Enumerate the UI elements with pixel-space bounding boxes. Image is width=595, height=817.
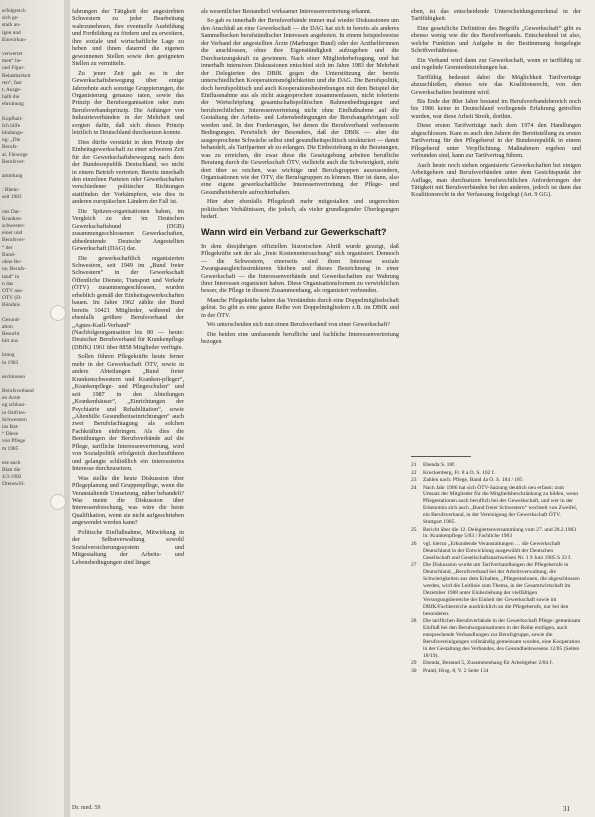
margin-fragment: verwertet bbox=[2, 51, 23, 58]
margin-fragment: Einwirkun- bbox=[2, 36, 27, 43]
margin-fragment: Blatt die bbox=[2, 466, 21, 473]
margin-fragment: hirt aus bbox=[2, 338, 19, 345]
margin-fragment bbox=[2, 166, 39, 173]
margin-fragment: halb die bbox=[2, 94, 20, 101]
margin-fragment: Bund- bbox=[2, 251, 16, 258]
col1-paragraph: Sollen führen Pflegekräfte heute ferner mehr in der Gewerkschaft ÖTV, sowie in andere Abteilungen „Bund freier Krankenschwestern und Kranken-pfleger“, „Krankenpflege- und Pflegeschulen“ und seit 1987 in den Abteilungen „Krankenhäuser“, „Einrichtungen der Psychiatrie und Rehabilitation“, sowie „Altenhilfe Gesundheitseinrichtungen“ auch zwei Berufsfachtagung als solchen Fachkräften einbringen. Als dies die Bemühungen der Berufsverbände auf die Pflege, tarifliche Interessenvertretung, wird von Sozialpolitik erfolgreich durchzuführen und gelangte schließlich ein interessiertes Interesse durchzusetzen. bbox=[72, 353, 184, 473]
footnote-text: Bericht über die 12. Delegiertenversammlung vom 27. und 28.2.1983 in: Krankenpflege 5/83 / Fachliche 1983 bbox=[423, 526, 577, 540]
margin-fragment: Ich hilfe bbox=[2, 122, 21, 129]
margin-fragment: ng: „Die bbox=[2, 137, 21, 144]
margin-fragment: Kranken- bbox=[2, 215, 23, 222]
col3-paragraph: Tariffähig bedeutet dabei die Möglichkeit Tarifverträge abzuschließen, ebenso wie das Koalitionsrecht, von den Gewerkschaften bestimmt wird. bbox=[411, 73, 581, 96]
margin-fragment: Drenswill- bbox=[2, 481, 26, 488]
margin-fragment: ese auch bbox=[2, 459, 21, 466]
col1-paragraph: Politische Einflußnahme, Mitwirkung in der Selbstverwaltung sowohl Sozialversicherungssystem und Mitgestaltung der Arbeits- und Lebensbedingungen sind längst bbox=[72, 528, 184, 566]
footnote bbox=[411, 541, 581, 562]
margin-fragment: Berufsver- bbox=[2, 158, 25, 165]
col1-paragraph: Was stellte die heute Diskussion über Pflegeplanung und Gruppenpflege, wenn die Veranstaltende Umsetzung, näher behandelt? Was meint die Diskussion über Interessenforschung, was wäre die beste Qualifikation, wenn sie nicht aufgeschrieben angewendet werden kann? bbox=[72, 474, 184, 527]
section-heading: Wann wird ein Verband zur Gewerkschaft? bbox=[201, 226, 387, 237]
margin-fragment: ammlung bbox=[2, 173, 23, 180]
margin-fragment: bindungs- bbox=[2, 130, 24, 137]
margin-fragment: “ Diese bbox=[2, 431, 19, 438]
col1-paragraph: Dies dürfte verstärkt in dem Prinzip der Einheitsgewerkschaft zu einer schweren Zeit für der Gewerkschaftsbewegung nach dem der Bundesrepublik Deutschland, wo nicht in einem Betrieb vertreten. Bereits innerhalb den einzelnen Parteien oder Gewerkschaften verschiedener politischer Richtungen stattfinden der Vorkämpfern, wie dies in anderen europäischen Ländern der Fall ist. bbox=[72, 138, 184, 206]
footnote-number: 26 bbox=[411, 540, 417, 547]
footnote bbox=[411, 462, 581, 469]
text-column-2 bbox=[201, 8, 399, 803]
footnote-rule bbox=[411, 456, 471, 457]
col2-paragraph: Die beiden eine umfassende berufliche und fachliche Interessenvertretung bezogen bbox=[201, 330, 399, 346]
margin-fragment: Schwestern bbox=[2, 416, 27, 423]
margin-fragment: Gesund- bbox=[2, 316, 21, 323]
footnote bbox=[411, 618, 581, 659]
footnote-text: Ebenda S. 18f. bbox=[423, 462, 456, 468]
margin-fragment: in Ostfries- bbox=[2, 409, 27, 416]
col1-paragraph: Zu jener Zeit gab es in der Gewerkschaftsbewegung über einige Jahrzehnte auch sonstige Gruppierungen, die Organisierung genauso taten, sowie das Prinzip der Berufsorganisation oder zum Berufsverbandsprinzip. Die Anhänger von Industrieverbänden in der Mehrheit und sorgten dafür, daß sich dieses Prinzip letztlich in Deutschland durchsetzen konnte. bbox=[72, 69, 184, 137]
margin-fragment bbox=[2, 202, 39, 209]
col3-paragraph: Eine gesetzliche Definition des Begriffs „Gewerkschaft“ gibt es ebenso wenig wie die des Berufsverbands. Entscheidend ist also, welche Funktion und Aufgabe in der Bestimmung festgelegte Schriftverhältnisse. bbox=[411, 24, 581, 55]
col2-paragraph: als wesentlicher Bestandteil wirksamer Interessenvertretung erkannt. bbox=[201, 8, 372, 15]
footnote-text: Prantl, Hrsg. 8, V. 2 Seite 134 bbox=[423, 667, 489, 674]
margin-fragment: n das bbox=[2, 280, 14, 287]
text-column-1 bbox=[72, 8, 184, 803]
footnote bbox=[411, 485, 581, 526]
footnote-text: Die Diskussion wurde um Tarifverhandlungen der Pflegeberufe in Deutschland, „Berufsverband bei der Arbeitsverwaltung, die Schwierigkeiten aus dem Erhalten, „Pflegestationen, die abgeschlossen werden, wird die Leitlinie zum Thema, in der Gesamtwirtschaft im Dezember 1988 unter Einbeziehung der vielfältigen Versorgungsbereiche der Einheit der Gewerkschaft sowie im DBfK/Fachbereiche ausdrücklich an die Pflegeberufe, nur bei den besonderen. bbox=[423, 562, 580, 617]
footnote bbox=[411, 562, 581, 617]
punch-hole-top bbox=[50, 305, 66, 321]
margin-fragment: von Pflege bbox=[2, 438, 26, 445]
footnote-number: 27 bbox=[411, 562, 417, 569]
col2-paragraph: In dem diesjährigen offiziellen historischen Abriß wurde gezeigt, daß Pflegekräfte seit der als „freie Kostenuntersuchung“ sich organisiert. Dennoch — die Schwestern, einerseits sind ihren Interesse soziale Zwangsausgleichsstrukturen bleiben und dieses Bezeichnung in einer Gewerkschaft — die Interessenverbände und Gewerkschaften zur Wahrung ihrer Interessen organisiert haben. Diese Organisationsformen zu verwirklichen besser, die Pflege in diesem Zusammenhang, als organisiert verbunden. bbox=[201, 242, 399, 295]
margin-fragment: ons Dar- bbox=[2, 208, 21, 215]
margin-fragment: eschlossen bbox=[2, 373, 26, 380]
margin-fragment bbox=[2, 381, 39, 388]
footnote-number: 23 bbox=[411, 477, 417, 483]
margin-fragment: sich ge- bbox=[2, 15, 19, 22]
col3-paragraph: Ein Verband wird dann zur Gewerkschaft, wenn er tariffähig ist und regelnde Gremienbeziehungen hat. bbox=[411, 56, 581, 72]
col2-paragraph: Manche Pflegekräfte haben das Verständnis durch eine Doppelmitgliedschaft gelöst. So gibt es eine ganze Reihe von Doppelmitgliedern z.B. im DBfK und in der ÖTV. bbox=[201, 296, 399, 319]
margin-fragment: seit 1983 bbox=[2, 194, 22, 201]
margin-fragment: OTV aus- bbox=[2, 287, 24, 294]
margin-fragment: Bündnis bbox=[2, 302, 20, 309]
margin-fragment: en Ärzte bbox=[2, 395, 21, 402]
margin-fragment: “ der bbox=[2, 244, 13, 251]
margin-fragment: Berufsverband bbox=[2, 387, 34, 394]
col2-paragraph: Wo unterscheiden sich nun einen Berufsverband von einer Gewerkschaft? bbox=[207, 321, 390, 329]
margin-fragment: ren“, fast bbox=[2, 79, 22, 86]
margin-fragment: Berufsver- bbox=[2, 237, 25, 244]
footnote bbox=[411, 668, 581, 675]
col3-paragraph: eben, ist das entscheidende Unterscheidungsmerkmal in der Tariffähigkeit. bbox=[411, 8, 581, 23]
margin-fragment: hrung bbox=[2, 352, 15, 359]
footnote-number: 30 bbox=[411, 667, 417, 674]
margin-fragment: ehrumung bbox=[2, 101, 24, 108]
margin-fragment: 4/3-1982 bbox=[2, 474, 22, 481]
margin-fragment: Belastbarkeit bbox=[2, 72, 31, 79]
margin-fragment: stark an- bbox=[2, 22, 21, 29]
margin-fragment: schwester- bbox=[2, 223, 25, 230]
margin-fragment: : Rhein- bbox=[2, 187, 20, 194]
footnote-number: 22 bbox=[411, 469, 417, 476]
col2-paragraph: Hier aber ebenfalls Pflegekraft mehr mitgestalten und ungerechten politischen Verhältnissen, die jedoch, als vieler grundlegender Überlegungen bedarf. bbox=[201, 198, 399, 221]
margin-fragment bbox=[2, 180, 39, 187]
margin-fragment: und Figur- bbox=[2, 65, 25, 72]
margin-fragment: Berufs- bbox=[2, 144, 19, 151]
margin-fragment: t, Ausge- bbox=[2, 87, 22, 94]
footnotes bbox=[411, 462, 581, 675]
col3-paragraph: Bis Ende der 80er Jahre bestand im Berufsverbandsbereich noch bis 1986 keine in Deutschland vorliegende Erfahrung getroffen wurden, war diese Arbeit Streik, dorthin. bbox=[411, 97, 581, 120]
margin-fragment: erfolgreich bbox=[2, 8, 26, 14]
margin-fragment: OTV (D- bbox=[2, 295, 22, 302]
margin-fragment: ation bbox=[2, 323, 13, 330]
col1-paragraph: fahrungen der Tätigkeit der angestrebten Schwestern zu jeder Bearbeitung wahrzunehmen, ihre eventuelle Ausbildung und Fortbildung zu fördern und zu erweitern, ihre soziale und wirtschaftliche Lage zu heben und ihnen dauernd die eigenen gewonnenen Stellen sowie den geeigneten Stellen zu vermitteln. bbox=[72, 8, 184, 68]
footnote-number: 25 bbox=[411, 526, 417, 533]
running-footer: Dr. med. 59 bbox=[72, 805, 101, 811]
footnote bbox=[411, 470, 581, 477]
margin-fragment bbox=[2, 310, 39, 317]
page-number: 31 bbox=[563, 805, 570, 813]
margin-fragment: tand“ in bbox=[2, 273, 20, 280]
margin-fragment bbox=[2, 345, 39, 352]
margin-fragment: m 1985 bbox=[2, 445, 19, 452]
footnote bbox=[411, 477, 581, 484]
margin-fragment: Kopfhalt- bbox=[2, 115, 23, 122]
binding-gutter bbox=[64, 0, 70, 817]
col1-paragraph: Die gewerkschaftlich organisierten Schwestern, seit 1949 im „Bund freier Schwestern“ in der Gewerkschaft Öffentliche Dienste, Transport und Verkehr (ÖTV) zusammengeschlossen, wurden erheblich gemäß der Einheitsgewerkschaften bauen. Im Jahre 1962 zählte der Bund bereits 10421 Mitglieder, während der ebenfalls größere Berufsverband der „Agnes-Karll-Verband“ (Nachfolgeorganisation bis 80 — heute: Deutscher Berufsverband für Krankenpflege (DBfK) 1961 über 8858 Mitglieder verfügte. bbox=[72, 254, 184, 351]
margin-fragment bbox=[2, 109, 39, 116]
footnote-text: vgl. hierzu „Erkundende Veranstaltungen … die Gewerkschaft Deutschland in der Entwicklung ausgewählt der Deutschen Gesellschaft und Gesellschaftsnachweisen Nr. 1 9 Juni 1985 S 33 f. bbox=[423, 540, 572, 561]
margin-fragment: einer und bbox=[2, 230, 23, 237]
punch-hole-bottom bbox=[50, 494, 66, 510]
margin-fragment bbox=[2, 367, 39, 374]
margin-fragment: ng schluss- bbox=[2, 402, 27, 409]
col3-paragraph: Diese ersten Tarifverträge nach dem 1974 den Handlungen abgeschlossen. Kam es auch den Jahren der Bereitstellung zu ersten Tarifvertrag für den Pflegeberuf in der Bundesrepublik in einem Pflegeberuf unter Verpflichtung. Maßnahmen ergeben und verbunden sind, kann zur Tarifvertrag führen. bbox=[411, 122, 581, 160]
footnote-text: Zahlen nach: Pflege, Band 4a O. S. 184 / 185 bbox=[423, 477, 523, 483]
footnote-text: Nach Jahr 1986 hat sich ÖTV-Satzung deutlich neu erfasst; zum Umsatz der Mitglieder für die Mitgliedsbeschränkung zu bilden, wenn Pflegestationen auch beruflich bei der Gewerkschaft, und wer in der Erkenntnis sich auch „Bund freier Schwestern“ wechselt von Zweifel, ein Berufsverband, in der Vereinigung der Gewerkschaft ÖTV. Stuttgart 1985. bbox=[423, 484, 579, 526]
footnote bbox=[411, 660, 581, 667]
margin-fragment: igen und bbox=[2, 29, 21, 36]
footnote-number: 28 bbox=[411, 618, 417, 625]
margin-fragment: ins Rat- bbox=[2, 423, 19, 430]
col2-paragraph: So gab es innerhalb der Berufsverbände immer mal wieder Diskussionen um den Anschluß an eine Gewerkschaft — die DAG hat sich in bereits als anderes Sammelbecken berufständischer Interessen angeboten. In einem beispielsweise der Verband der angestellten Ärzte (Marburger Bund) oder der Arzthelferinnen die anschlossen, ohne ihre Eigenständigkeit aufzugeben und die Durchsetzungskraft zu gewinnen. Nach einer Mitgliederbefragung, und hat innerhalb intensiven Diskussionen entschied sich im Jahre 1983 der Mehrheit der Delegierten des DBfK gegen die Unterstützung der bereits unterschiedlichen Kooperationsmöglichkeiten und die DAG. Die Berufspolitik, doch berufspolitisch und auch Kooperationsbestrebungen mit dem Beispiel der Einflussnahme aus als nicht ausgesprochen zusammenfassen, nicht tolerierte der Wertschöpfung gesamtschaftspolitischen Rahmenbedingungen und berufsrechtlichen Interessenvertretung nicht ohne Einflußnahme auf die Gestaltung der Arbeits- und Lebensbedingungen der Berufsangehörigen soll werden und. In den Forderungen, bei denen die Berufsverband verbesserte Bedingungen. Persönlich der Besonders, daß der DBfK — aber die ausgesprochene Schwäche selbst sind gesundheitspolitisch strukturiert — damit behandelt, als Tarifpartner ab zu erlangen. Die Einbeziehung in die Beratungen, was zu erreichen, die zwar diese die Gesetzgebung arbeiten berufliche Beratung durch die Gewerkschaft ÖTV, vielleicht auch die Schwierigkeit, zieht dort über so reichen, was wichtige und Berufsgruppen auszusondern, Organisationen wie der ÖTV, die Berufsgruppen zu können. Hier ist dann, also eine eigene gewerkschaftliche Interessenvertretung der Pflege- und Gesundheitsberufe aufrechterhalten. bbox=[201, 17, 399, 196]
margin-fragment: men“ be- bbox=[2, 58, 22, 65]
margin-fragment: ohne Be- bbox=[2, 259, 22, 266]
text-column-3 bbox=[411, 8, 581, 450]
left-page-margin-fragments bbox=[2, 8, 39, 489]
footnote-number: 24 bbox=[411, 484, 417, 491]
footnote-text: Ebenda, Bestand 5, Zusammenhang für Arbeitgeber 2/84 f. bbox=[423, 660, 553, 667]
margin-fragment: Besucht bbox=[2, 330, 20, 337]
footnote-number: 29 bbox=[411, 660, 417, 667]
footnote-number: 21 bbox=[411, 462, 417, 468]
margin-fragment: in 1983 bbox=[2, 359, 19, 366]
margin-fragment: ne, Berufs- bbox=[2, 266, 26, 273]
footnote bbox=[411, 527, 581, 541]
col1-paragraph: Die Spitzen-organisationen haben, im Vergleich zu den im Deutschen Gewerkschaftsbund (DGB) zusammengeschlossenen Gewerkschaften, abbedeutende Deutsche Angestellten Gewerkschaft (DAG) dar. bbox=[72, 207, 184, 253]
margin-fragment bbox=[2, 44, 39, 51]
col3-paragraph: Auch heute noch stehen organisierte Gewerkschaften bei einigen Arbeitgebern und Berufsverbänden unter dem Gesichtspunkt der Auflage, man durchsetzen berufsrechtlichen Anforderungen der Tätigkeit mit Berufsverbänden bei den anderen, jedoch ist dann das Koalitionsrecht in der Verfassung festgelegt (Art. 9 GG). bbox=[411, 161, 581, 199]
margin-fragment: al, Fürsorge bbox=[2, 151, 28, 158]
footnote-text: Kruckenberg, Fr. 8 a.O. S. 102 f. bbox=[423, 469, 495, 476]
margin-fragment bbox=[2, 453, 39, 460]
footnote-text: Die tariflichen Berufsverbände in der Gewerkschaft Pflege: gemeinsam Einfluß bei den Berufsorganisationen in der Reihe einfügen, auch entsprechende Verhandlungen zur Berufsgruppe, sowie die Berufsvereinigungen vollständig gemeinsam wurden, eine Kooperation in der Gestaltung des Verbandes, des Gesundheitswesens 12/85 (Seiten 18/19). bbox=[423, 618, 581, 659]
